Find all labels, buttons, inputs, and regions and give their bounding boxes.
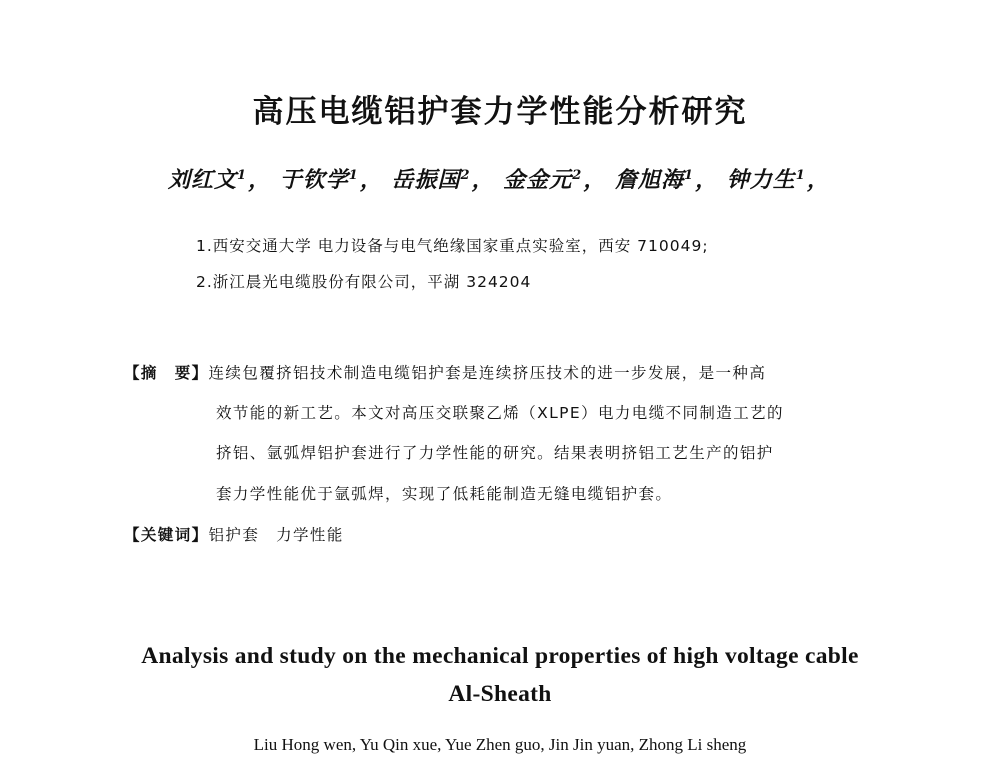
keywords-label: 【关键词】 <box>124 526 209 544</box>
abstract-text-line: 效节能的新工艺。本文对高压交联聚乙烯（XLPE）电力电缆不同制造工艺的 <box>216 404 784 422</box>
affiliation-2: 2.浙江晨光电缆股份有限公司，平湖 324204 <box>196 273 532 291</box>
author-name: 刘红文 <box>168 167 238 193</box>
author-affiliation-mark: 1 <box>684 167 695 183</box>
english-title-line: Al-Sheath <box>448 681 552 707</box>
author-affiliation-mark: 2 <box>572 167 583 183</box>
abstract-text-line: 套力学性能优于氩弧焊，实现了低耗能制造无缝电缆铝护套。 <box>216 485 673 503</box>
author-name: 岳振国 <box>391 167 461 193</box>
author-separator: ， <box>695 167 719 193</box>
english-title-line: Analysis and study on the mechanical properties of high voltage cable <box>141 643 859 669</box>
english-author-list: Liu Hong wen, Yu Qin xue, Yue Zhen guo, Jin Jin yuan, Zhong Li sheng <box>253 735 747 754</box>
author-separator: ， <box>359 167 383 193</box>
author-name: 于钦学 <box>279 167 349 193</box>
author-separator: ， <box>806 167 830 193</box>
author-name: 金金元 <box>503 167 573 193</box>
author-affiliation-mark: 1 <box>237 167 248 183</box>
author-separator: ， <box>248 167 272 193</box>
chinese-title: 高压电缆铝护套力学性能分析研究 <box>252 94 748 130</box>
abstract-text-line: 挤铝、氩弧焊铝护套进行了力学性能的研究。结果表明挤铝工艺生产的铝护 <box>216 444 774 462</box>
abstract-text-line: 连续包覆挤铝技术制造电缆铝护套是连续挤压技术的进一步发展，是一种高 <box>208 364 767 382</box>
keywords-text: 铝护套 力学性能 <box>208 526 344 544</box>
abstract-label: 【摘 要】 <box>124 364 209 382</box>
author-name: 钟力生 <box>726 167 796 193</box>
author-separator: ， <box>583 167 607 193</box>
author-separator: ， <box>471 167 495 193</box>
keywords-line <box>124 523 344 545</box>
abstract-first-line <box>124 361 766 383</box>
chinese-author-list <box>168 163 830 194</box>
author-affiliation-mark: 1 <box>795 167 806 183</box>
author-affiliation-mark: 2 <box>460 167 471 183</box>
author-affiliation-mark: 1 <box>348 167 359 183</box>
affiliation-1: 1.西安交通大学 电力设备与电气绝缘国家重点实验室，西安 710049; <box>196 237 709 255</box>
author-name: 詹旭海 <box>615 167 685 193</box>
